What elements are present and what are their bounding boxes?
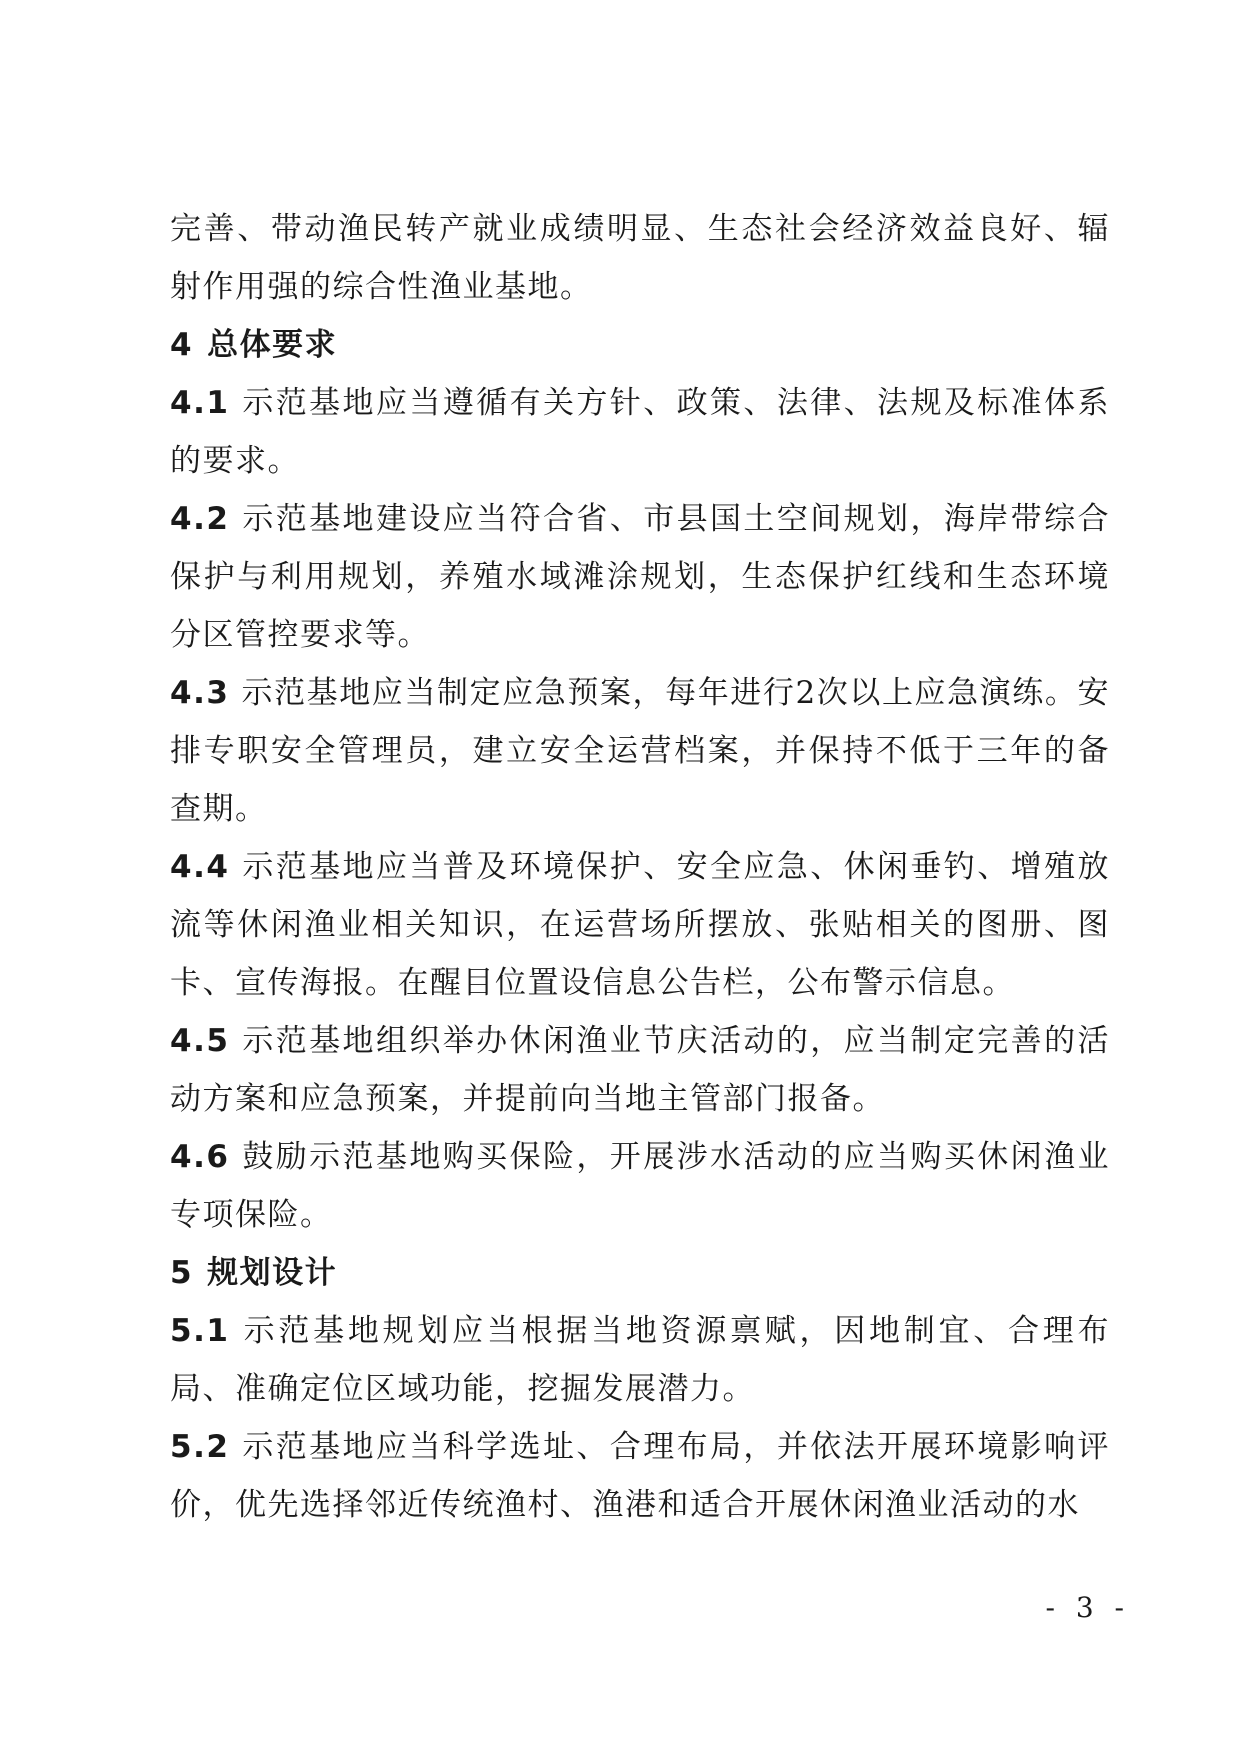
clause-text: 示范基地建设应当符合省、市县国土空间规划，海岸带综合保护与利用规划，养殖水域滩涂规划，生态保护红线和生态环境分区管控要求等。	[170, 501, 1110, 653]
clause-text: 示范基地应当制定应急预案，每年进行2次以上应急演练。安排专职安全管理员，建立安全运营档案，并保持不低于三年的备查期。	[170, 675, 1110, 827]
page-number: - 3 -	[1045, 1591, 1130, 1624]
clause-4-4	[170, 838, 1110, 1012]
clause-5-1	[170, 1302, 1110, 1418]
clause-4-3	[170, 664, 1110, 838]
section-heading-5	[170, 1244, 1110, 1302]
document-body	[170, 200, 1110, 1534]
section-title: 总体要求	[207, 327, 338, 363]
clause-text: 示范基地规划应当根据当地资源禀赋，因地制宜、合理布局、准确定位区域功能，挖掘发展潜力。	[170, 1313, 1110, 1407]
clause-5-2	[170, 1418, 1110, 1534]
section-title: 规划设计	[207, 1255, 338, 1291]
clause-4-5	[170, 1012, 1110, 1128]
clause-number: 4.5	[170, 1023, 230, 1059]
clause-text: 示范基地应当科学选址、合理布局，并依法开展环境影响评价，优先选择邻近传统渔村、渔港和适合开展休闲渔业活动的水	[170, 1429, 1110, 1523]
clause-number: 4.3	[170, 675, 230, 711]
clause-number: 5.1	[170, 1313, 230, 1349]
clause-number: 4.2	[170, 501, 230, 537]
clause-number: 4.6	[170, 1139, 230, 1175]
clause-4-1	[170, 374, 1110, 490]
clause-text: 示范基地应当普及环境保护、安全应急、休闲垂钓、增殖放流等休闲渔业相关知识，在运营场所摆放、张贴相关的图册、图卡、宣传海报。在醒目位置设信息公告栏，公布警示信息。	[170, 849, 1110, 1001]
section-heading-4	[170, 316, 1110, 374]
clause-text: 示范基地组织举办休闲渔业节庆活动的，应当制定完善的活动方案和应急预案，并提前向当地主管部门报备。	[170, 1023, 1110, 1117]
clause-4-6	[170, 1128, 1110, 1244]
section-number: 5	[170, 1255, 194, 1291]
clause-number: 5.2	[170, 1429, 230, 1465]
clause-number: 4.4	[170, 849, 230, 885]
clause-text: 示范基地应当遵循有关方针、政策、法律、法规及标准体系的要求。	[170, 385, 1110, 479]
clause-number: 4.1	[170, 385, 230, 421]
clause-text: 鼓励示范基地购买保险，开展涉水活动的应当购买休闲渔业专项保险。	[170, 1139, 1110, 1233]
section-number: 4	[170, 327, 194, 363]
clause-4-2	[170, 490, 1110, 664]
continuation-paragraph: 完善、带动渔民转产就业成绩明显、生态社会经济效益良好、辐射作用强的综合性渔业基地。	[170, 211, 1110, 305]
